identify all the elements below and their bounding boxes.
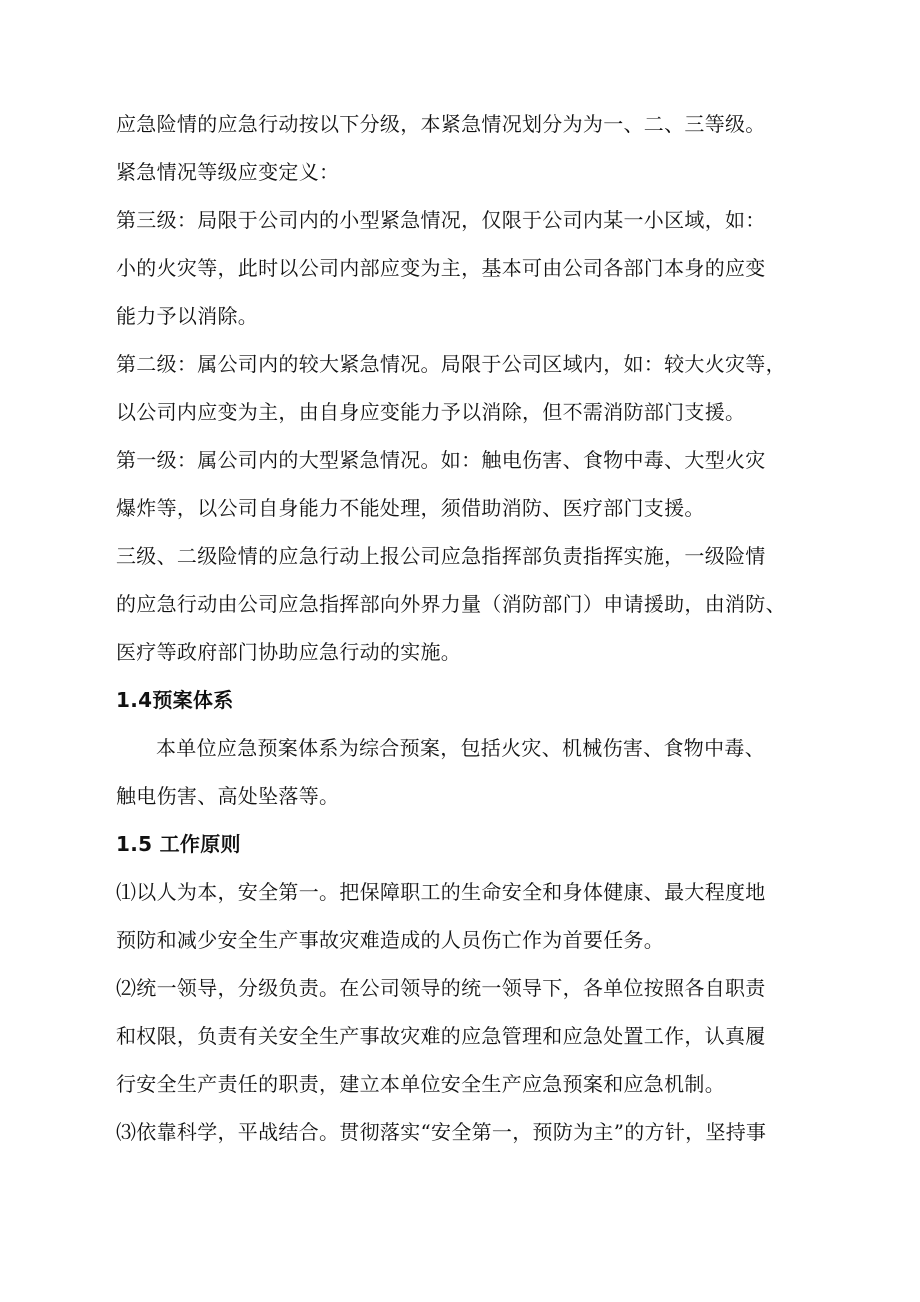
- section-heading-1-4: 1.4预案体系: [116, 688, 234, 712]
- paragraph-line: ⑵统一领导，分级负责。在公司领导的统一领导下，各单位按照各自职责: [116, 976, 766, 1000]
- paragraph-line: 第二级：属公司内的较大紧急情况。局限于公司区域内，如：较大火灾等，: [116, 352, 786, 376]
- document-body: [116, 100, 816, 1156]
- paragraph-line: 三级、二级险情的应急行动上报公司应急指挥部负责指挥实施，一级险情: [116, 544, 766, 568]
- paragraph-line: 应急险情的应急行动按以下分级，本紧急情况划分为为一、二、三等级。: [116, 112, 766, 136]
- paragraph-line: 小的火灾等，此时以公司内部应变为主，基本可由公司各部门本身的应变: [116, 256, 766, 280]
- paragraph-line: 紧急情况等级应变定义：: [116, 160, 340, 184]
- paragraph-line: 行安全生产责任的职责，建立本单位安全生产应急预案和应急机制。: [116, 1072, 725, 1096]
- section-heading-1-5: 1.5 工作原则: [116, 832, 241, 856]
- paragraph-line: 第一级：属公司内的大型紧急情况。如：触电伤害、食物中毒、大型火灾: [116, 448, 766, 472]
- paragraph-line: 和权限，负责有关安全生产事故灾难的应急管理和应急处置工作，认真履: [116, 1024, 766, 1048]
- paragraph-line: 触电伤害、高处坠落等。: [116, 784, 340, 808]
- paragraph-line: 医疗等政府部门协助应急行动的实施。: [116, 640, 462, 664]
- paragraph-line: ⑶依靠科学，平战结合。贯彻落实“安全第一，预防为主”的方针，坚持事: [116, 1120, 767, 1144]
- paragraph-line: 本单位应急预案体系为综合预案，包括火灾、机械伤害、食物中毒、: [156, 736, 765, 760]
- paragraph-line: 能力予以消除。: [116, 304, 259, 328]
- paragraph-line: 爆炸等，以公司自身能力不能处理，须借助消防、医疗部门支援。: [116, 496, 705, 520]
- paragraph-line: 第三级：局限于公司内的小型紧急情况，仅限于公司内某一小区域，如：: [116, 208, 766, 232]
- paragraph-line: 预防和减少安全生产事故灾难造成的人员伤亡作为首要任务。: [116, 928, 665, 952]
- paragraph-line: ⑴以人为本，安全第一。把保障职工的生命安全和身体健康、最大程度地: [116, 880, 766, 904]
- paragraph-line: 的应急行动由公司应急指挥部向外界力量（消防部门）申请援助，由消防、: [116, 592, 786, 616]
- paragraph-line: 以公司内应变为主，由自身应变能力予以消除，但不需消防部门支援。: [116, 400, 746, 424]
